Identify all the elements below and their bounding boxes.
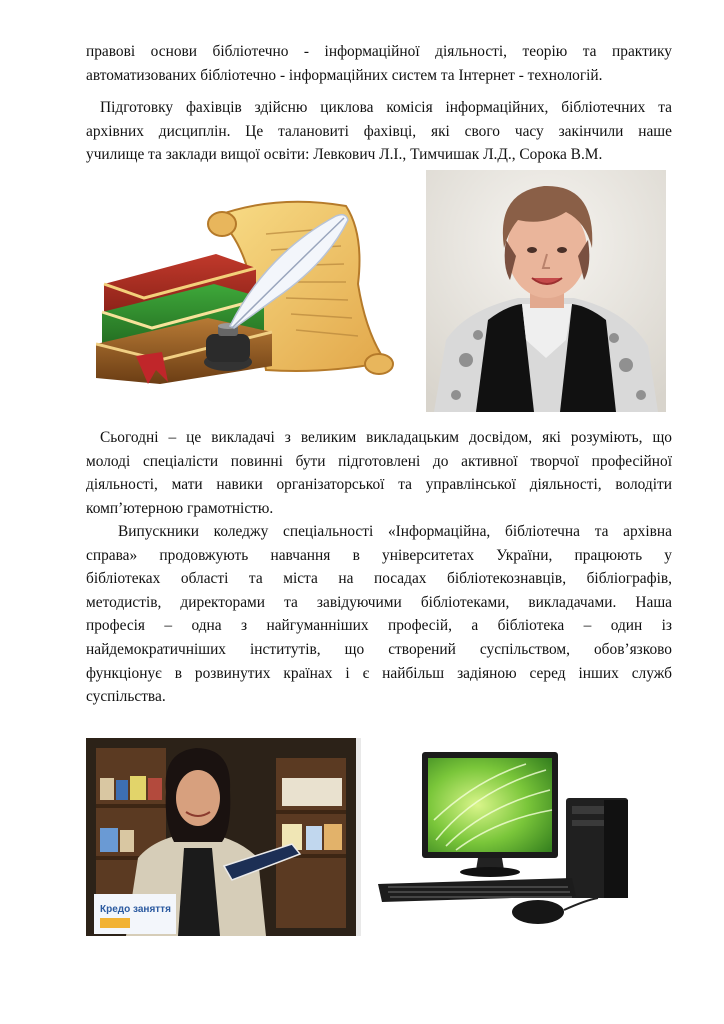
text-line: бібліотеках області та міста на посадах бібліотекознавців, бібліографів,	[86, 570, 672, 588]
text-line: правові основи бібліотечно - інформаційної діяльності, теорію та практику	[86, 43, 672, 60]
paragraph-1	[86, 40, 672, 87]
paragraph-3	[86, 426, 672, 520]
text-line: архівних дисциплін. Це талановиті фахівці, які свого часу закінчили наше	[86, 122, 672, 140]
portrait-photo	[426, 170, 666, 412]
text-line: суспільства.	[86, 688, 166, 706]
text-line: професія – одна з найгуманніших професій, а бібліотека – один із	[86, 617, 672, 635]
text-line: Підготовку фахівців здійсню циклова комісія інформаційних, бібліотечних та	[100, 99, 672, 116]
text-line: методистів, директорами та завідуючими бібліотеками, викладачами. Наша	[86, 593, 672, 611]
text-line: справа» продовжують навчання в університетах України, працюють у	[86, 546, 672, 564]
teacher-photo	[86, 738, 361, 936]
text-line: автоматизованих бібліотечно - інформаційних систем та Інтернет - технологій.	[86, 66, 603, 84]
books-quill-illustration	[96, 194, 398, 384]
text-line: училище та заклади вищої освіти: Левкович Л.І., Тимчишак Л.Д., Сорока В.М.	[86, 146, 603, 164]
desktop-computer-icon	[376, 750, 634, 930]
text-line: Сьогодні – це викладачі з великим викладацьким досвідом, які розуміють, що	[100, 429, 672, 446]
text-line: Випускники коледжу спеціальності «Інформаційна, бібліотечна та архівна	[118, 523, 672, 540]
woman-portrait-icon	[426, 170, 666, 412]
text-line: комп’ютерною грамотністю.	[86, 499, 274, 517]
teacher-reading-icon	[86, 738, 361, 936]
text-line: найдемократичніших інститутів, що створений суспільством, обов’язково	[86, 640, 672, 658]
text-line: молоді спеціалісти повинні бути підготовлені до активної творчої професійної	[86, 452, 672, 470]
desktop-computer-illustration	[376, 750, 634, 930]
text-line: функціонує в розвинутих країнах і є найбільш задіяною серед інших служб	[86, 664, 672, 682]
books-quill-scroll-icon	[96, 194, 398, 384]
paragraph-2	[86, 96, 672, 167]
paragraph-4	[86, 520, 672, 709]
banner-label: Кредо заняття	[100, 904, 171, 915]
text-line: діяльності, мати навики організаторської та управлінської діяльності, володіти	[86, 476, 672, 494]
